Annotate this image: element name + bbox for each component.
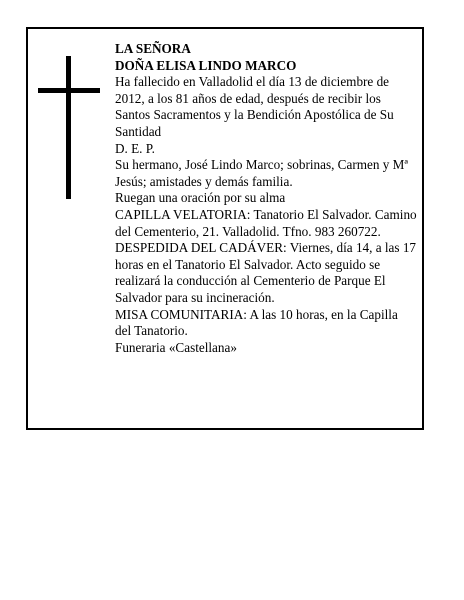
rip-line: D. E. P. — [115, 140, 155, 156]
deceased-name: DOÑA ELISA LINDO MARCO — [115, 57, 297, 73]
death-announcement: Ha fallecido en Valladolid el día 13 de diciembre de 2012, a los 81 años de edad, después de recibir los Santos Sacramentos y la Bendición Apostólica de Su Santidad — [115, 74, 394, 139]
farewell-details: DESPEDIDA DEL CADÁVER: Viernes, día 14, a las 17 horas en el Tanatorio El Salvador. Acto seguido se realizará la conducción al Cementerio de Parque El Salvador para su incineración. — [115, 240, 417, 305]
funeral-home: Funeraria «Castellana» — [115, 339, 237, 355]
prayer-request: Ruegan una oración por su alma — [115, 190, 286, 206]
notice-text — [115, 41, 417, 356]
family-line: Su hermano, José Lindo Marco; sobrinas, Carmen y Mª Jesús; amistades y demás familia. — [115, 157, 408, 189]
cross-vertical-bar — [66, 56, 71, 199]
title-line-1: LA SEÑORA — [115, 41, 191, 56]
death-notice — [26, 27, 424, 430]
cross-horizontal-bar — [38, 88, 100, 93]
cross-icon — [38, 56, 100, 199]
wake-chapel: CAPILLA VELATORIA: Tanatorio El Salvador. Camino del Cementerio, 21. Valladolid. Tfno. 983 260722. — [115, 206, 417, 239]
community-mass: MISA COMUNITARIA: A las 10 horas, en la Capilla del Tanatorio. — [115, 306, 398, 339]
